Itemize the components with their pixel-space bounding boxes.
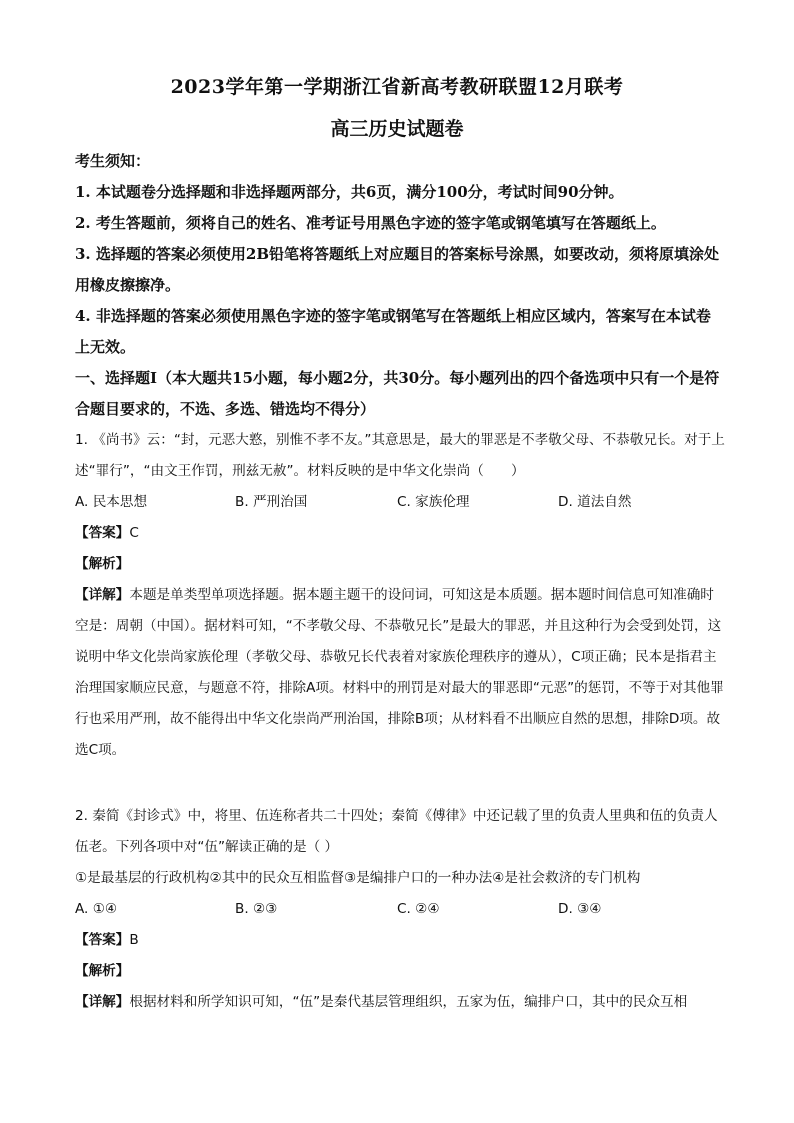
question-1-option-d: D. 道法自然 [558, 494, 632, 510]
detail-tag: 【详解】 [75, 994, 130, 1010]
question-2-choices: ①是最基层的行政机构②其中的民众互相监督③是编排户口的一种办法④是社会救济的专门机构 [75, 870, 641, 886]
question-2-option-d: D. ③④ [558, 901, 602, 917]
question-2-answer [75, 925, 725, 956]
question-2-detail [75, 987, 725, 1018]
answer-value: C [129, 525, 139, 541]
section-heading: 一、选择题Ⅰ（本大题共15小题，每小题2分，共30分。每小题列出的四个备选项中只有一个是符合题目要求的，不选、多选、错选均不得分） [75, 369, 720, 418]
answer-value: B [129, 932, 139, 948]
exam-title: 2023学年第一学期浙江省新高考教研联盟12月联考 [170, 76, 624, 98]
question-2-option-a: A. ①④ [75, 901, 118, 917]
detail-text: 本题是单类型单项选择题。据本题主题干的设问词，可知这是本质题。据本题时间信息可知准确时空是：周朝（中国）。据材料可知，“不孝敬父母、不恭敬兄长”是最大的罪恶，并且这种行为会受到处罚，这说明中华文化崇尚家族伦理（孝敬父母、恭敬兄长代表着对家族伦理秩序的遵从），C项正确；民本是指君主治理国家顺应民意，与题意不符，排除A项。材料中的刑罚是对最大的罪恶即“元恶”的惩罚，不等于对其他罪行也采用严刑，故不能得出中华文化崇尚严刑治国，排除B项；从材料看不出顺应自然的思想，排除D项。故选C项。 [75, 587, 724, 758]
question-1-option-b: B. 严刑治国 [235, 494, 308, 510]
question-2-option-c: C. ②④ [397, 901, 440, 917]
question-1-detail [75, 580, 725, 766]
question-1-option-c: C. 家族伦理 [397, 494, 470, 510]
instruction-item-1: 1. 本试题卷分选择题和非选择题两部分，共6页，满分100分，考试时间90分钟。 [75, 183, 624, 201]
detail-tag: 【详解】 [75, 587, 130, 603]
instruction-item-3: 3. 选择题的答案必须使用2B铅笔将答题纸上对应题目的答案标号涂黑，如要改动，须将原填涂处用橡皮擦擦净。 [75, 245, 720, 294]
question-2-options [75, 894, 725, 925]
instruction-item-2: 2. 考生答题前，须将自己的姓名、准考证号用黑色字迹的签字笔或钢笔填写在答题纸上。 [75, 214, 666, 232]
question-1-answer [75, 518, 725, 549]
answer-tag: 【答案】 [75, 525, 130, 541]
question-1-stem: 1. 《尚书》云：“封，元恶大憝，别惟不孝不友。”其意思是，最大的罪恶是不孝敬父母、不恭敬兄长。对于上述“罪行”，“由文王作罚，刑兹无赦”。材料反映的是中华文化崇尚（ ） [75, 432, 725, 479]
question-2-option-b: B. ②③ [235, 901, 278, 917]
question-1-options [75, 487, 725, 518]
question-1-option-a: A. 民本思想 [75, 494, 148, 510]
question-1-analysis-tag: 【解析】 [75, 556, 130, 572]
question-2-stem: 2. 秦简《封诊式》中，将里、伍连称者共二十四处；秦简《傅律》中还记载了里的负责人里典和伍的负责人伍老。下列各项中对“伍”解读正确的是（ ） [75, 808, 718, 855]
instructions-heading: 考生须知： [75, 152, 151, 170]
question-2-analysis-tag: 【解析】 [75, 963, 130, 979]
detail-text: 根据材料和所学知识可知，“伍”是秦代基层管理组织，五家为伍，编排户口，其中的民众互相 [129, 994, 688, 1010]
exam-subtitle: 高三历史试题卷 [330, 118, 464, 140]
instruction-item-4: 4. 非选择题的答案必须使用黑色字迹的签字笔或钢笔写在答题纸上相应区域内，答案写在本试卷上无效。 [75, 307, 711, 356]
answer-tag: 【答案】 [75, 932, 130, 948]
